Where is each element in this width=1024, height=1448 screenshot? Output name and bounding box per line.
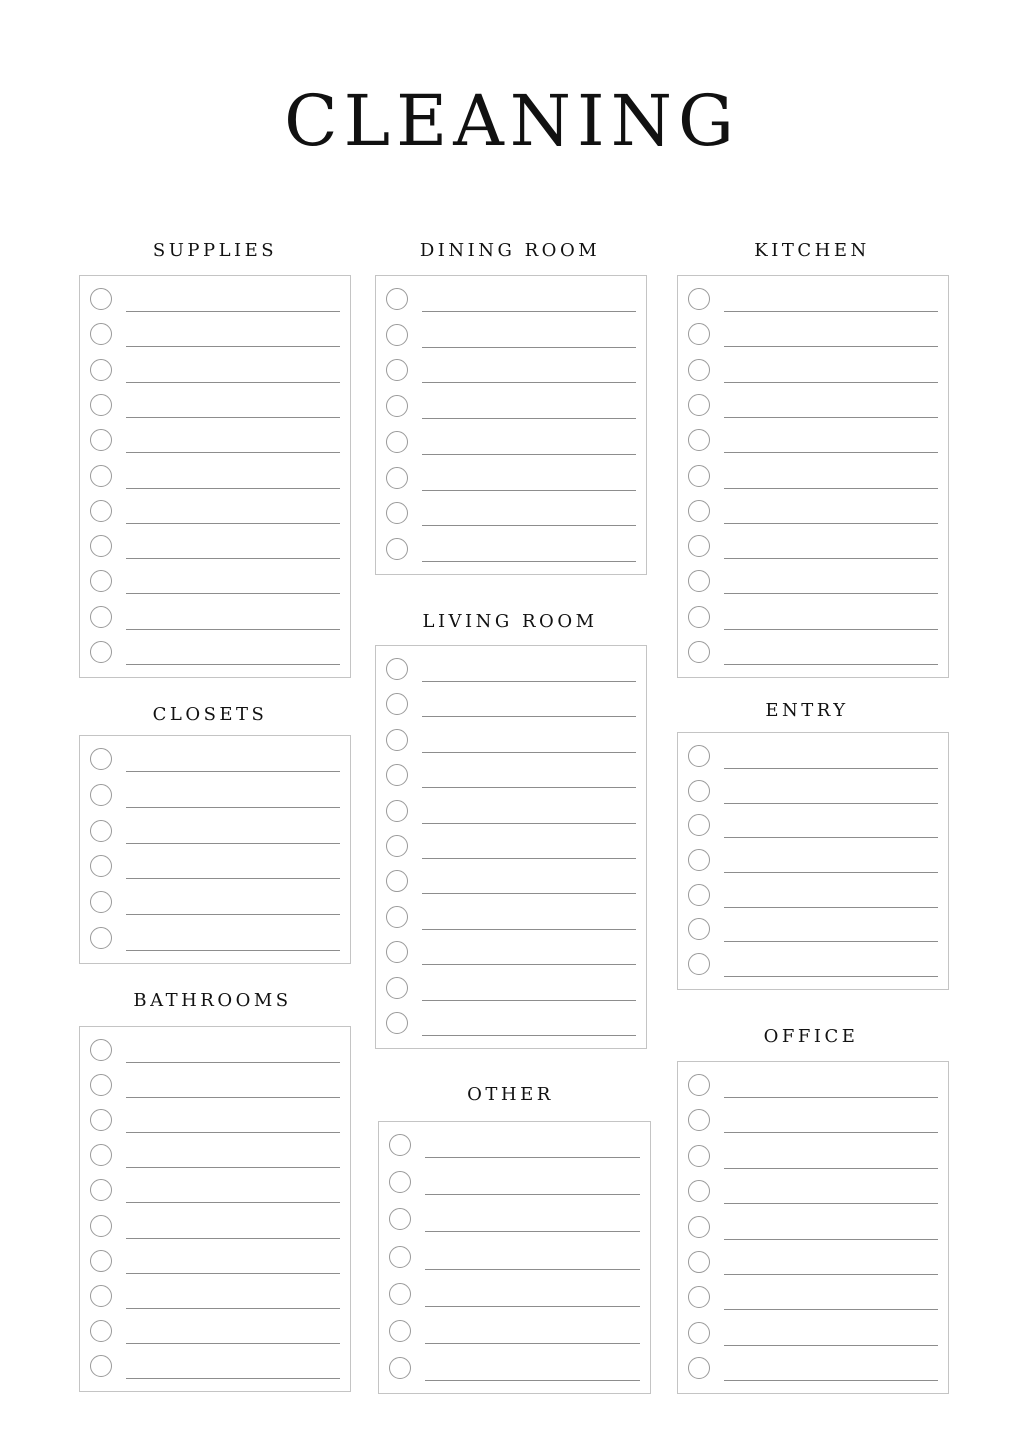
checkbox-circle-icon[interactable] bbox=[90, 1144, 112, 1166]
checkbox-circle-icon[interactable] bbox=[90, 1215, 112, 1237]
write-in-line[interactable] bbox=[422, 311, 636, 312]
checklist-row bbox=[376, 693, 646, 723]
checklist-row bbox=[80, 500, 350, 530]
checklist-row bbox=[678, 814, 948, 844]
checkbox-circle-icon[interactable] bbox=[688, 1109, 710, 1131]
checklist-row bbox=[80, 891, 350, 921]
write-in-line[interactable] bbox=[724, 976, 938, 977]
write-in-line[interactable] bbox=[724, 1380, 938, 1381]
checklist-row bbox=[80, 323, 350, 353]
checkbox-circle-icon[interactable] bbox=[386, 764, 408, 786]
write-in-line[interactable] bbox=[724, 382, 938, 383]
write-in-line[interactable] bbox=[724, 941, 938, 942]
checkbox-circle-icon[interactable] bbox=[90, 855, 112, 877]
write-in-line[interactable] bbox=[126, 1202, 340, 1203]
write-in-line[interactable] bbox=[724, 1309, 938, 1310]
checklist-row bbox=[379, 1171, 650, 1201]
checkbox-circle-icon[interactable] bbox=[688, 1074, 710, 1096]
checklist-row bbox=[80, 1355, 350, 1385]
checklist-row bbox=[80, 570, 350, 600]
checkbox-circle-icon[interactable] bbox=[688, 1357, 710, 1379]
checkbox-circle-icon[interactable] bbox=[90, 465, 112, 487]
write-in-line[interactable] bbox=[422, 1000, 636, 1001]
checkbox-circle-icon[interactable] bbox=[90, 1355, 112, 1377]
section-heading-dining-room: DINING ROOM bbox=[419, 240, 601, 261]
checklist-row bbox=[678, 1109, 948, 1139]
checkbox-circle-icon[interactable] bbox=[386, 729, 408, 751]
checkbox-circle-icon[interactable] bbox=[688, 394, 710, 416]
write-in-line[interactable] bbox=[422, 418, 636, 419]
write-in-line[interactable] bbox=[126, 346, 340, 347]
checkbox-circle-icon[interactable] bbox=[386, 977, 408, 999]
checklist-row bbox=[80, 1285, 350, 1315]
checkbox-circle-icon[interactable] bbox=[386, 359, 408, 381]
checklist-row bbox=[80, 535, 350, 565]
write-in-line[interactable] bbox=[724, 768, 938, 769]
checkbox-circle-icon[interactable] bbox=[688, 1180, 710, 1202]
checkbox-circle-icon[interactable] bbox=[90, 1039, 112, 1061]
checkbox-circle-icon[interactable] bbox=[90, 570, 112, 592]
write-in-line[interactable] bbox=[422, 964, 636, 965]
checklist-row bbox=[379, 1134, 650, 1164]
checkbox-circle-icon[interactable] bbox=[90, 606, 112, 628]
section-heading-supplies: SUPPLIES bbox=[152, 240, 278, 261]
section-heading-office: OFFICE bbox=[763, 1026, 859, 1047]
checkbox-circle-icon[interactable] bbox=[688, 849, 710, 871]
checklist-row bbox=[379, 1208, 650, 1238]
checklist-row bbox=[80, 1074, 350, 1104]
checkbox-circle-icon[interactable] bbox=[688, 570, 710, 592]
checkbox-circle-icon[interactable] bbox=[386, 835, 408, 857]
checkbox-circle-icon[interactable] bbox=[688, 884, 710, 906]
checklist-row bbox=[80, 288, 350, 318]
checklist-row bbox=[678, 465, 948, 495]
checkbox-circle-icon[interactable] bbox=[386, 467, 408, 489]
checkbox-circle-icon[interactable] bbox=[90, 323, 112, 345]
checkbox-circle-icon[interactable] bbox=[688, 359, 710, 381]
write-in-line[interactable] bbox=[126, 1273, 340, 1274]
checkbox-circle-icon[interactable] bbox=[389, 1208, 411, 1230]
checklist-row bbox=[379, 1357, 650, 1387]
write-in-line[interactable] bbox=[425, 1343, 640, 1344]
checkbox-circle-icon[interactable] bbox=[389, 1171, 411, 1193]
checkbox-circle-icon[interactable] bbox=[389, 1246, 411, 1268]
checklist-row bbox=[379, 1283, 650, 1313]
section-heading-kitchen: KITCHEN bbox=[754, 240, 870, 261]
write-in-line[interactable] bbox=[724, 907, 938, 908]
checklist-entry bbox=[677, 732, 949, 990]
write-in-line[interactable] bbox=[126, 1132, 340, 1133]
checklist-row bbox=[80, 748, 350, 778]
write-in-line[interactable] bbox=[425, 1306, 640, 1307]
checkbox-circle-icon[interactable] bbox=[90, 927, 112, 949]
checklist-row bbox=[376, 431, 646, 461]
checkbox-circle-icon[interactable] bbox=[688, 606, 710, 628]
section-heading-closets: CLOSETS bbox=[152, 704, 268, 725]
section-heading-other: OTHER bbox=[467, 1084, 554, 1105]
checklist-row bbox=[376, 324, 646, 354]
write-in-line[interactable] bbox=[126, 593, 340, 594]
write-in-line[interactable] bbox=[422, 893, 636, 894]
checklist-row bbox=[678, 570, 948, 600]
checklist-row bbox=[678, 849, 948, 879]
checkbox-circle-icon[interactable] bbox=[688, 288, 710, 310]
checkbox-circle-icon[interactable] bbox=[688, 745, 710, 767]
checklist-row bbox=[376, 835, 646, 865]
checkbox-circle-icon[interactable] bbox=[688, 1251, 710, 1273]
checklist-row bbox=[80, 855, 350, 885]
section-heading-bathrooms: BATHROOMS bbox=[133, 990, 292, 1011]
checklist-row bbox=[80, 1320, 350, 1350]
write-in-line[interactable] bbox=[126, 1167, 340, 1168]
checklist-row bbox=[376, 467, 646, 497]
checklist-row bbox=[376, 800, 646, 830]
checklist-row bbox=[678, 884, 948, 914]
checklist-row bbox=[379, 1246, 650, 1276]
checkbox-circle-icon[interactable] bbox=[90, 394, 112, 416]
checklist-row bbox=[80, 429, 350, 459]
write-in-line[interactable] bbox=[126, 488, 340, 489]
checkbox-circle-icon[interactable] bbox=[386, 693, 408, 715]
section-heading-entry: ENTRY bbox=[765, 700, 849, 721]
write-in-line[interactable] bbox=[422, 382, 636, 383]
write-in-line[interactable] bbox=[126, 914, 340, 915]
checkbox-circle-icon[interactable] bbox=[90, 359, 112, 381]
write-in-line[interactable] bbox=[425, 1380, 640, 1381]
checkbox-circle-icon[interactable] bbox=[386, 800, 408, 822]
checklist-supplies bbox=[79, 275, 351, 678]
checkbox-circle-icon[interactable] bbox=[90, 500, 112, 522]
section-heading-living-room: LIVING ROOM bbox=[422, 611, 598, 632]
write-in-line[interactable] bbox=[724, 311, 938, 312]
checklist-row bbox=[678, 780, 948, 810]
checklist-row bbox=[376, 395, 646, 425]
checklist-row bbox=[379, 1320, 650, 1350]
checklist-row bbox=[376, 359, 646, 389]
checkbox-circle-icon[interactable] bbox=[386, 1012, 408, 1034]
checkbox-circle-icon[interactable] bbox=[386, 324, 408, 346]
checklist-row bbox=[80, 927, 350, 957]
checkbox-circle-icon[interactable] bbox=[386, 431, 408, 453]
checklist-closets bbox=[79, 735, 351, 964]
write-in-line[interactable] bbox=[724, 837, 938, 838]
checklist-row bbox=[376, 658, 646, 688]
write-in-line[interactable] bbox=[724, 346, 938, 347]
checklist-row bbox=[678, 1145, 948, 1175]
write-in-line[interactable] bbox=[724, 523, 938, 524]
write-in-line[interactable] bbox=[422, 858, 636, 859]
write-in-line[interactable] bbox=[724, 452, 938, 453]
checklist-dining-room bbox=[375, 275, 647, 575]
checklist-row bbox=[678, 1074, 948, 1104]
write-in-line[interactable] bbox=[724, 417, 938, 418]
write-in-line[interactable] bbox=[126, 771, 340, 772]
write-in-line[interactable] bbox=[126, 843, 340, 844]
checkbox-circle-icon[interactable] bbox=[386, 502, 408, 524]
checklist-row bbox=[80, 1179, 350, 1209]
checkbox-circle-icon[interactable] bbox=[90, 891, 112, 913]
checklist-row bbox=[80, 641, 350, 671]
checklist-living-room bbox=[375, 645, 647, 1049]
checklist-row bbox=[678, 1216, 948, 1246]
checkbox-circle-icon[interactable] bbox=[389, 1357, 411, 1379]
write-in-line[interactable] bbox=[724, 664, 938, 665]
write-in-line[interactable] bbox=[724, 1132, 938, 1133]
write-in-line[interactable] bbox=[422, 1035, 636, 1036]
checklist-row bbox=[678, 1180, 948, 1210]
checkbox-circle-icon[interactable] bbox=[688, 429, 710, 451]
checkbox-circle-icon[interactable] bbox=[688, 814, 710, 836]
write-in-line[interactable] bbox=[425, 1157, 640, 1158]
checkbox-circle-icon[interactable] bbox=[90, 1074, 112, 1096]
write-in-line[interactable] bbox=[126, 664, 340, 665]
checkbox-circle-icon[interactable] bbox=[386, 658, 408, 680]
write-in-line[interactable] bbox=[724, 1345, 938, 1346]
write-in-line[interactable] bbox=[126, 1238, 340, 1239]
write-in-line[interactable] bbox=[126, 523, 340, 524]
checklist-kitchen bbox=[677, 275, 949, 678]
checklist-row bbox=[80, 1109, 350, 1139]
checkbox-circle-icon[interactable] bbox=[90, 641, 112, 663]
write-in-line[interactable] bbox=[422, 490, 636, 491]
checklist-row bbox=[678, 1357, 948, 1387]
checklist-row bbox=[678, 745, 948, 775]
checklist-row bbox=[678, 535, 948, 565]
write-in-line[interactable] bbox=[425, 1231, 640, 1232]
write-in-line[interactable] bbox=[126, 1062, 340, 1063]
checklist-row bbox=[80, 784, 350, 814]
checkbox-circle-icon[interactable] bbox=[90, 1285, 112, 1307]
checkbox-circle-icon[interactable] bbox=[688, 1322, 710, 1344]
checklist-office bbox=[677, 1061, 949, 1394]
write-in-line[interactable] bbox=[724, 488, 938, 489]
checklist-row bbox=[678, 953, 948, 983]
checkbox-circle-icon[interactable] bbox=[688, 953, 710, 975]
checklist-row bbox=[376, 870, 646, 900]
checklist-bathrooms bbox=[79, 1026, 351, 1392]
write-in-line[interactable] bbox=[126, 1378, 340, 1379]
checklist-row bbox=[80, 465, 350, 495]
checkbox-circle-icon[interactable] bbox=[688, 465, 710, 487]
checkbox-circle-icon[interactable] bbox=[688, 780, 710, 802]
write-in-line[interactable] bbox=[724, 1097, 938, 1098]
checkbox-circle-icon[interactable] bbox=[90, 535, 112, 557]
checklist-row bbox=[678, 323, 948, 353]
checklist-other bbox=[378, 1121, 651, 1394]
checklist-row bbox=[678, 394, 948, 424]
checkbox-circle-icon[interactable] bbox=[386, 395, 408, 417]
write-in-line[interactable] bbox=[724, 803, 938, 804]
checklist-row bbox=[678, 500, 948, 530]
write-in-line[interactable] bbox=[724, 1239, 938, 1240]
write-in-line[interactable] bbox=[126, 1308, 340, 1309]
checkbox-circle-icon[interactable] bbox=[90, 748, 112, 770]
write-in-line[interactable] bbox=[724, 629, 938, 630]
checkbox-circle-icon[interactable] bbox=[688, 1286, 710, 1308]
checklist-row bbox=[80, 1039, 350, 1069]
checkbox-circle-icon[interactable] bbox=[688, 500, 710, 522]
checkbox-circle-icon[interactable] bbox=[90, 1109, 112, 1131]
checkbox-circle-icon[interactable] bbox=[389, 1283, 411, 1305]
checklist-row bbox=[678, 359, 948, 389]
checklist-row bbox=[80, 820, 350, 850]
checklist-row bbox=[80, 1215, 350, 1245]
checkbox-circle-icon[interactable] bbox=[90, 1250, 112, 1272]
checklist-row bbox=[376, 729, 646, 759]
checkbox-circle-icon[interactable] bbox=[688, 323, 710, 345]
checklist-row bbox=[376, 941, 646, 971]
write-in-line[interactable] bbox=[126, 629, 340, 630]
checkbox-circle-icon[interactable] bbox=[386, 906, 408, 928]
checklist-row bbox=[678, 918, 948, 948]
write-in-line[interactable] bbox=[425, 1269, 640, 1270]
write-in-line[interactable] bbox=[126, 878, 340, 879]
checkbox-circle-icon[interactable] bbox=[90, 288, 112, 310]
checklist-row bbox=[80, 359, 350, 389]
write-in-line[interactable] bbox=[126, 452, 340, 453]
write-in-line[interactable] bbox=[724, 1203, 938, 1204]
checklist-row bbox=[678, 606, 948, 636]
checkbox-circle-icon[interactable] bbox=[386, 941, 408, 963]
write-in-line[interactable] bbox=[724, 558, 938, 559]
checklist-row bbox=[80, 606, 350, 636]
write-in-line[interactable] bbox=[422, 454, 636, 455]
write-in-line[interactable] bbox=[422, 561, 636, 562]
write-in-line[interactable] bbox=[422, 752, 636, 753]
write-in-line[interactable] bbox=[425, 1194, 640, 1195]
checkbox-circle-icon[interactable] bbox=[386, 870, 408, 892]
checklist-row bbox=[80, 1144, 350, 1174]
write-in-line[interactable] bbox=[126, 807, 340, 808]
write-in-line[interactable] bbox=[422, 681, 636, 682]
write-in-line[interactable] bbox=[126, 417, 340, 418]
write-in-line[interactable] bbox=[724, 1168, 938, 1169]
write-in-line[interactable] bbox=[126, 558, 340, 559]
checklist-row bbox=[376, 288, 646, 318]
write-in-line[interactable] bbox=[422, 929, 636, 930]
write-in-line[interactable] bbox=[126, 1097, 340, 1098]
write-in-line[interactable] bbox=[422, 823, 636, 824]
checkbox-circle-icon[interactable] bbox=[386, 538, 408, 560]
checkbox-circle-icon[interactable] bbox=[688, 1145, 710, 1167]
write-in-line[interactable] bbox=[126, 311, 340, 312]
checklist-row bbox=[80, 394, 350, 424]
write-in-line[interactable] bbox=[422, 787, 636, 788]
checklist-row bbox=[678, 1286, 948, 1316]
checklist-row bbox=[376, 1012, 646, 1042]
checklist-row bbox=[376, 906, 646, 936]
checkbox-circle-icon[interactable] bbox=[90, 784, 112, 806]
write-in-line[interactable] bbox=[126, 382, 340, 383]
write-in-line[interactable] bbox=[126, 950, 340, 951]
write-in-line[interactable] bbox=[724, 1274, 938, 1275]
checklist-row bbox=[678, 641, 948, 671]
write-in-line[interactable] bbox=[422, 525, 636, 526]
checklist-row bbox=[376, 502, 646, 532]
checkbox-circle-icon[interactable] bbox=[688, 535, 710, 557]
checkbox-circle-icon[interactable] bbox=[389, 1320, 411, 1342]
checkbox-circle-icon[interactable] bbox=[90, 1320, 112, 1342]
checkbox-circle-icon[interactable] bbox=[90, 1179, 112, 1201]
checklist-row bbox=[678, 429, 948, 459]
checkbox-circle-icon[interactable] bbox=[389, 1134, 411, 1156]
checkbox-circle-icon[interactable] bbox=[688, 1216, 710, 1238]
checkbox-circle-icon[interactable] bbox=[90, 429, 112, 451]
checklist-row bbox=[376, 538, 646, 568]
checklist-row bbox=[376, 977, 646, 1007]
checklist-row bbox=[678, 1251, 948, 1281]
checkbox-circle-icon[interactable] bbox=[688, 918, 710, 940]
checkbox-circle-icon[interactable] bbox=[386, 288, 408, 310]
checklist-row bbox=[376, 764, 646, 794]
write-in-line[interactable] bbox=[422, 716, 636, 717]
write-in-line[interactable] bbox=[126, 1343, 340, 1344]
write-in-line[interactable] bbox=[724, 872, 938, 873]
checkbox-circle-icon[interactable] bbox=[688, 641, 710, 663]
checklist-row bbox=[678, 1322, 948, 1352]
write-in-line[interactable] bbox=[422, 347, 636, 348]
page-title: CLEANING bbox=[284, 80, 740, 162]
checklist-row bbox=[80, 1250, 350, 1280]
write-in-line[interactable] bbox=[724, 593, 938, 594]
checklist-row bbox=[678, 288, 948, 318]
checkbox-circle-icon[interactable] bbox=[90, 820, 112, 842]
